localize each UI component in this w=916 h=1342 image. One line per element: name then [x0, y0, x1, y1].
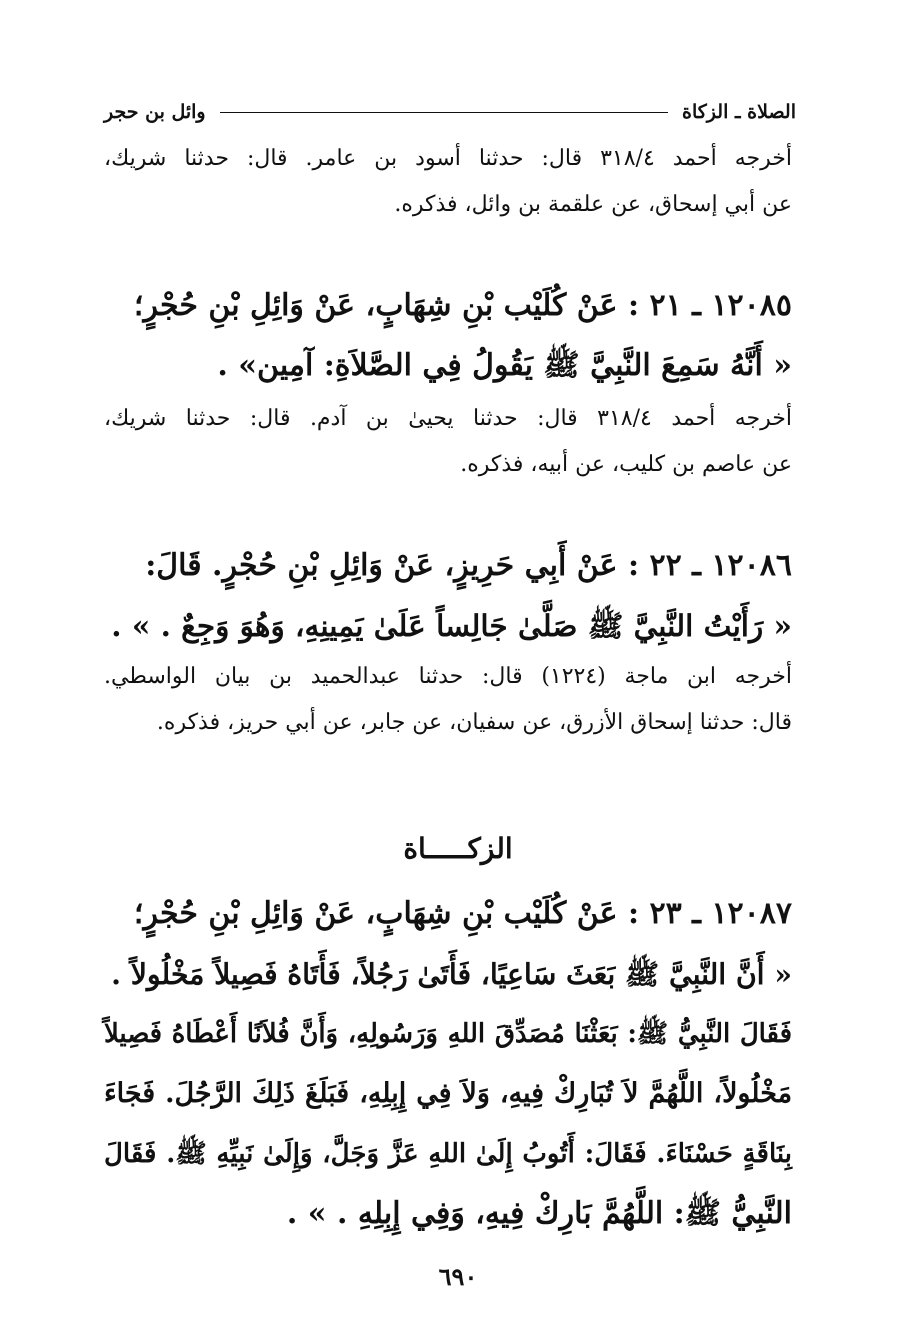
note-line: قال: حدثنا إسحاق الأزرق، عن سفيان، عن جابر، عن أبي حريز، فذكره.: [156, 710, 792, 735]
note-line: أخرجه أحمد ٣١٨/٤ قال: حدثنا أسود بن عامر. قال: حدثنا شريك،: [104, 146, 792, 171]
note-line: عن أبي إسحاق، عن علقمة بن وائل، فذكره.: [394, 192, 792, 217]
hadith-line: ١٢٠٨٥ ـ ٢١ : عَنْ كُلَيْب بْنِ شِهَابٍ، عَنْ وَائِلِ بْنِ حُجْرٍ؛: [133, 288, 792, 323]
hadith-line: النَّبِيُّ ﷺ: اللَّهُمَّ بَارِكْ فِيهِ، وَفِي إِبِلِهِ . » .: [286, 1196, 792, 1231]
running-header: [104, 98, 796, 126]
hadith-12086: [104, 536, 792, 656]
takhrij-note-2: [104, 396, 792, 488]
takhrij-note-1: [104, 136, 792, 228]
hadith-line: بِنَاقَةٍ حَسْنَاءَ. فَقَالَ: أَتُوبُ إِلَىٰ اللهِ عَزَّ وَجَلَّ، وَإِلَىٰ نَبِيِّهِ ﷺ. فَقَالَ: [104, 1139, 792, 1169]
header-rule: [220, 112, 668, 113]
section-title: الزكـــــاة: [403, 832, 513, 865]
hadith-line: « رَأَيْتُ النَّبِيَّ ﷺ صَلَّىٰ جَالِساً عَلَىٰ يَمِينِهِ، وَهُوَ وَجِعٌ . » .: [111, 608, 792, 643]
hadith-line: مَخْلُولاً، اللَّهُمَّ لاَ تُبَارِكْ فِيهِ، وَلاَ فِي إِبِلِهِ، فَبَلَغَ ذَلِكَ الرَّجُلَ. فَجَاءَ: [104, 1078, 792, 1109]
hadith-line: ١٢٠٨٦ ـ ٢٢ : عَنْ أَبِي حَرِيزٍ، عَنْ وَائِلِ بْنِ حُجْرٍ. قَالَ:: [145, 548, 792, 583]
takhrij-note-3: [104, 654, 792, 746]
header-narrator-name: وائل بن حجر: [104, 101, 206, 123]
hadith-line: « أَنَّ النَّبِيَّ ﷺ بَعَثَ سَاعِيًا، فَأَتَىٰ رَجُلاً، فَأَتَاهُ فَصِيلاً مَخْلُولاً .: [111, 957, 792, 991]
hadith-12085: [104, 276, 792, 396]
note-line: أخرجه ابن ماجة (١٢٢٤) قال: حدثنا عبدالحميد بن بيان الواسطي.: [104, 664, 792, 689]
page-number: ٦٩٠: [438, 1262, 478, 1291]
hadith-12087: [104, 884, 792, 1244]
hadith-line: فَقَالَ النَّبِيُّ ﷺ: بَعَثْنَا مُصَدِّقَ اللهِ وَرَسُولِهِ، وَأَنَّ فُلاَنًا أَعْطَاهُ فَصِيلاً: [104, 1019, 792, 1049]
hadith-line: « أَنَّهُ سَمِعَ النَّبِيَّ ﷺ يَقُولُ فِي الصَّلاَةِ: آمِين» .: [217, 348, 792, 383]
note-line: أخرجه أحمد ٣١٨/٤ قال: حدثنا يحيىٰ بن آدم. قال: حدثنا شريك،: [104, 406, 793, 431]
note-line: عن عاصم بن كليب، عن أبيه، فذكره.: [460, 452, 792, 477]
hadith-line: ١٢٠٨٧ ـ ٢٣ : عَنْ كُلَيْب بْنِ شِهَابٍ، عَنْ وَائِلِ بْنِ حُجْرٍ؛: [133, 896, 792, 931]
header-chapter-title: الصلاة ـ الزكاة: [682, 101, 796, 123]
